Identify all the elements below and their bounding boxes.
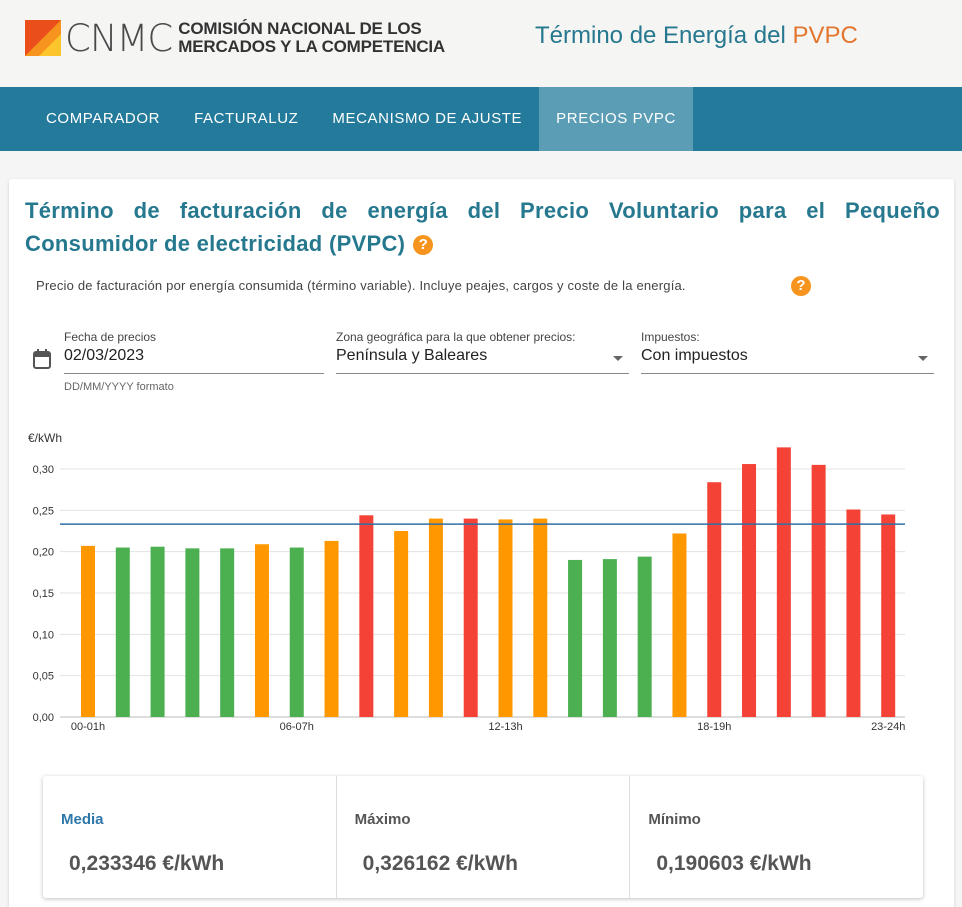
nav-item-facturaluz[interactable]: FACTURALUZ [194, 110, 299, 127]
date-field-label: Fecha de precios [64, 330, 157, 344]
bar-hour-22 [846, 510, 860, 717]
y-tick-label: 0,10 [32, 629, 54, 642]
y-tick-label: 0,00 [32, 712, 54, 724]
bar-hour-9 [394, 531, 408, 717]
stat-max [336, 776, 630, 898]
nav-item-comparador[interactable]: COMPARADOR [46, 110, 161, 127]
stat-media-label: Media [61, 811, 104, 828]
y-tick-label: 0,30 [32, 464, 54, 476]
y-tick-label: 0,25 [32, 505, 54, 518]
stats-panel [43, 776, 923, 898]
x-tick-label: 23-24h [871, 721, 906, 733]
nav-item-precios-pvpc[interactable]: PRECIOS PVPC [539, 87, 693, 151]
logo-organization-name: COMISIÓN NACIONAL DE LOS MERCADOS Y LA COMPETENCIA [178, 19, 445, 56]
title-help-icon[interactable]: ? [413, 235, 433, 255]
bar-hour-0 [81, 546, 95, 717]
bar-hour-7 [325, 541, 339, 717]
bar-hour-16 [638, 557, 652, 717]
taxes-select-value[interactable]: Con impuestos [641, 347, 748, 364]
logo-acronym: CNMC [65, 16, 173, 60]
date-format-hint: DD/MM/YYYY formato [64, 381, 174, 393]
bar-hour-3 [185, 548, 199, 717]
bar-hour-5 [255, 544, 269, 717]
bar-hour-11 [464, 519, 478, 717]
app-title: Término de Energía del PVPC [535, 22, 858, 49]
stat-max-value: 0,326162 €/kWh [362, 852, 518, 875]
card-subtitle: Precio de facturación por energía consumida (término variable). Incluye peajes, cargos y coste de la energía. [36, 278, 686, 293]
x-tick-label: 06-07h [279, 721, 314, 733]
x-tick-label: 12-13h [488, 721, 523, 733]
nav-item-mecanismo-ajuste[interactable]: MECANISMO DE AJUSTE [332, 110, 523, 127]
stat-media-value: 0,233346 €/kWh [69, 852, 225, 875]
zone-select-label: Zona geográfica para la que obtener precios: [336, 330, 576, 344]
bar-hour-10 [429, 519, 443, 717]
date-input[interactable]: 02/03/2023 [64, 347, 145, 364]
bar-hour-17 [672, 533, 686, 717]
x-tick-label: 18-19h [697, 721, 732, 733]
stat-min-label: Mínimo [648, 811, 701, 828]
bar-hour-4 [220, 548, 234, 717]
stat-min-value: 0,190603 €/kWh [656, 852, 812, 875]
bar-hour-12 [499, 519, 513, 717]
bar-hour-2 [151, 547, 165, 717]
bar-hour-6 [290, 548, 304, 717]
subtitle-help-icon[interactable]: ? [791, 276, 811, 296]
y-tick-label: 0,05 [32, 670, 54, 683]
bar-hour-18 [707, 482, 721, 717]
bar-hour-23 [881, 514, 895, 717]
bar-hour-15 [603, 559, 617, 717]
bar-hour-14 [568, 560, 582, 717]
taxes-select-label: Impuestos: [641, 330, 700, 344]
bar-hour-19 [742, 464, 756, 717]
bar-hour-1 [116, 548, 130, 717]
y-tick-label: 0,15 [32, 588, 54, 600]
y-axis-label: €/kWh [28, 431, 63, 445]
bar-hour-21 [812, 465, 826, 717]
y-tick-label: 0,20 [32, 546, 54, 559]
bar-hour-20 [777, 447, 791, 717]
bar-hour-8 [359, 515, 373, 717]
bar-hour-13 [533, 519, 547, 717]
page-title-text: Término de facturación de energía del Precio Voluntario para el Pequeño Consumidor de electricidad (PVPC) [25, 198, 940, 256]
stat-min [629, 776, 923, 898]
stat-max-label: Máximo [354, 811, 411, 828]
x-tick-label: 00-01h [70, 721, 106, 733]
zone-select-value[interactable]: Península y Baleares [336, 347, 488, 364]
stat-media [43, 776, 336, 898]
